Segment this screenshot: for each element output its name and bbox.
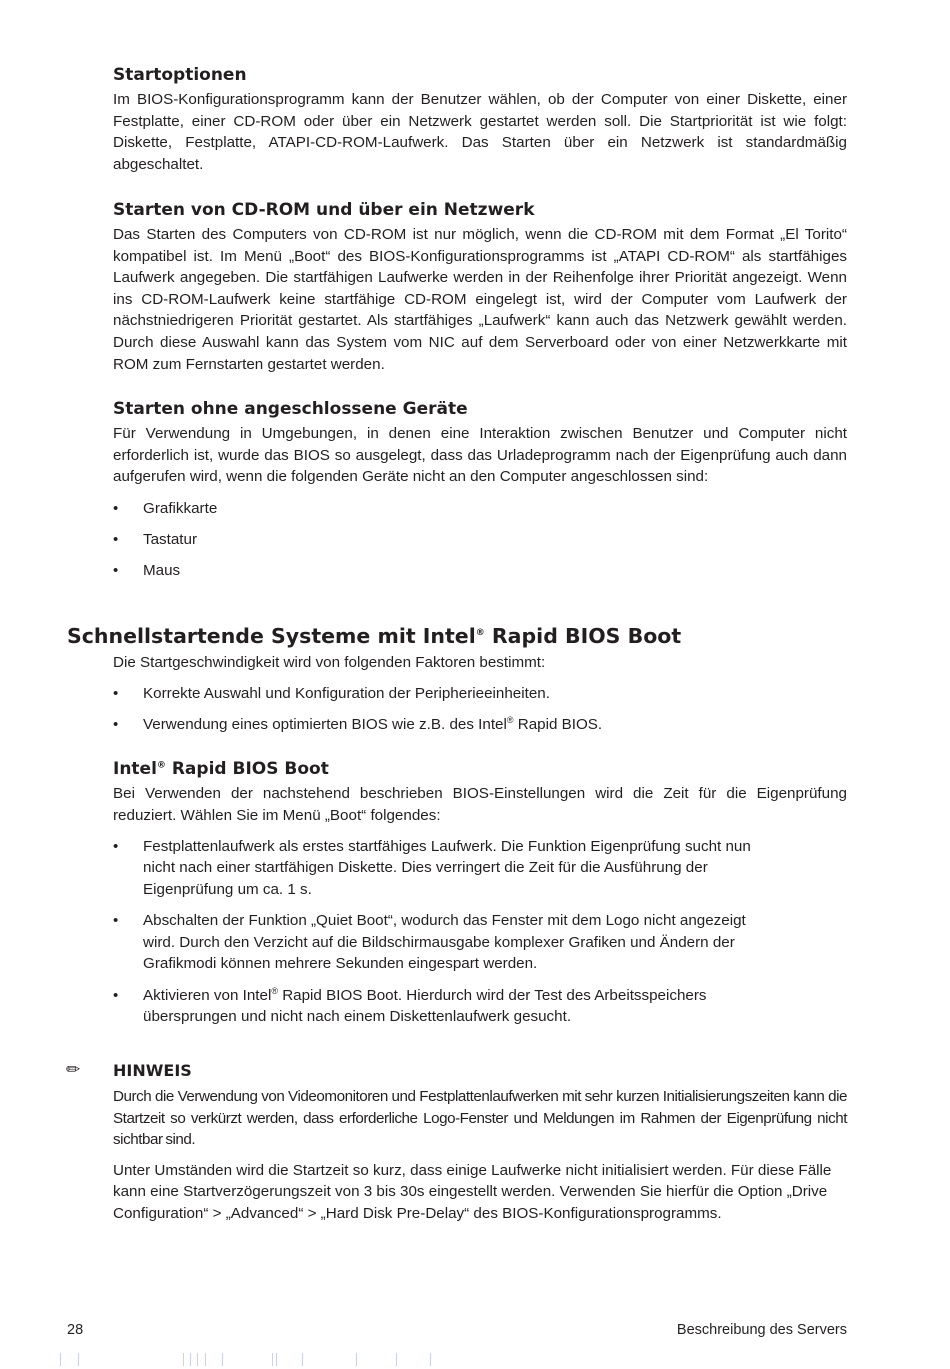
list-item: • Aktivieren von Intel® Rapid BIOS Boot. Hierdurch wird der Test des Arbeitsspeichers übersprungen und nicht nach einem Diskettenlaufwerk gesucht.: [113, 985, 707, 1026]
bullet: •: [113, 685, 119, 703]
print-mark: [356, 1353, 357, 1366]
section-rapid-intro: [113, 652, 847, 736]
list-item: • Korrekte Auswahl und Konfiguration der Peripherieeinheiten.: [113, 683, 783, 705]
list-item: • Grafikkarte: [113, 498, 783, 520]
section-startoptionen: [113, 64, 847, 175]
bullet: •: [113, 530, 119, 548]
print-mark: [78, 1353, 79, 1366]
section-body: Bei Verwenden der nachstehend beschrieben BIOS-Einstellungen wird die Zeit für die Eigenprüfung reduziert. Wählen Sie im Menü „Boot“ folgendes:: [113, 785, 847, 824]
print-mark: [197, 1353, 198, 1366]
bullet: •: [113, 837, 119, 855]
bullet: •: [113, 912, 119, 930]
print-mark: [60, 1353, 61, 1366]
chapter-footer: Beschreibung des Servers: [676, 1322, 847, 1338]
list-item: • Maus: [113, 560, 783, 582]
factor-list: [113, 683, 847, 736]
list-item: • Festplattenlaufwerk als erstes startfähiges Laufwerk. Die Funktion Eigenprüfung sucht nun nicht nach einer startfähigen Diskette. Dies verringert die Zeit für die Ausführung der Eigenprüfung um ca. 1 s.: [113, 837, 751, 898]
list-item: • Tastatur: [113, 529, 783, 551]
print-mark: [430, 1353, 431, 1366]
section-body: Die Startgeschwindigkeit wird von folgenden Faktoren bestimmt:: [113, 654, 546, 671]
section-title: Intel® Rapid BIOS Boot: [113, 759, 329, 779]
list-item: • Verwendung eines optimierten BIOS wie z.B. des Intel® Rapid BIOS.: [113, 714, 783, 736]
section-title: Starten von CD-ROM und über ein Netzwerk: [113, 200, 535, 220]
print-mark: [272, 1353, 273, 1366]
bullet: •: [113, 499, 119, 517]
device-list: [113, 498, 847, 582]
bullet: •: [113, 986, 119, 1004]
section-body: Für Verwendung in Umgebungen, in denen eine Interaktion zwischen Benutzer und Computer nicht erforderlich ist, wurde das BIOS so ausgelegt, dass das Urladeprogramm nach der Eigenprüfung auch dann aufgerufen wird, wenn die folgenden Geräte nicht an den Computer angeschlossen sind:: [113, 425, 847, 486]
note-paragraph: Durch die Verwendung von Videomonitoren und Festplattenlaufwerken mit sehr kurzen Initialisierungszeiten kann die Startzeit so verkürzt werden, dass erforderliche Logo-Fenster und Meldungen im Rahmen der Eigenprüfung nicht sichtbar sind.: [113, 1088, 847, 1149]
section-body: Das Starten des Computers von CD-ROM ist nur möglich, wenn die CD-ROM mit dem Format „El Torito“ kompatibel ist. Im Menü „Boot“ des BIOS-Konfigurationsprogramms ist „ATAPI CD-ROM“ als startfähiges Laufwerk angegeben. Die startfähigen Laufwerke werden in der Reihenfolge ihrer Priorität angezeigt. Wenn ins CD-ROM-Laufwerk keine startfähige CD-ROM eingelegt ist, wird der Computer vom Laufwerk der nächstniedrigeren Priorität gestartet. Als startfähiges „Laufwerk“ kann auch das Netzwerk gewählt werden. Durch diese Auswahl kann das System vom NIC auf dem Serverboard oder von einer Netzwerkkarte mit ROM zum Fernstarten gestartet werden.: [113, 226, 847, 373]
section-body: Im BIOS-Konfigurationsprogramm kann der Benutzer wählen, ob der Computer von einer Diskette, einer Festplatte, einer CD-ROM oder über ein Netzwerk gestartet werden soll. Die Startpriorität ist wie folgt: Diskette, Festplatte, ATAPI-CD-ROM-Laufwerk. Das Starten über ein Netzwerk ist standardmäßig abgeschaltet.: [113, 91, 847, 173]
print-mark: [396, 1353, 397, 1366]
print-mark: [183, 1353, 184, 1366]
print-marks: [60, 1353, 440, 1367]
print-mark: [205, 1353, 206, 1366]
section-title: Starten ohne angeschlossene Geräte: [113, 399, 468, 419]
note-body: [113, 1086, 847, 1225]
bullet: •: [113, 562, 119, 580]
print-mark: [302, 1353, 303, 1366]
note-title: HINWEIS: [113, 1061, 192, 1080]
pencil-icon: ✏: [66, 1060, 81, 1079]
page-number: 28: [67, 1322, 84, 1338]
section-headless: [113, 398, 847, 582]
print-mark: [190, 1353, 191, 1366]
print-mark: [222, 1353, 223, 1366]
list-item: • Abschalten der Funktion „Quiet Boot“, wodurch das Fenster mit dem Logo nicht angezeigt wird. Durch den Verzicht auf die Bildschirmausgabe komplexer Grafiken und Ändern der Grafikmodi können mehrere Sekunden eingespart werden.: [113, 912, 746, 973]
chapter-heading: Schnellstartende Systeme mit Intel® Rapid BIOS Boot: [67, 624, 682, 648]
print-mark: [276, 1353, 277, 1366]
settings-list: [113, 836, 847, 1028]
section-cdrom-network: [113, 199, 847, 375]
section-title: Startoptionen: [113, 65, 247, 85]
section-rapid-bios-boot: [113, 758, 847, 1028]
bullet: •: [113, 716, 119, 734]
note-paragraph: Unter Umständen wird die Startzeit so kurz, dass einige Laufwerke nicht initialisiert werden. Für diese Fälle kann eine Startverzögerungszeit von 3 bis 30s eingestellt werden. Verwenden Sie hierfür die Option „Drive Configuration“ > „Advanced“ > „Hard Disk Pre-Delay“ des BIOS-Konfigurationsprogramms.: [113, 1161, 832, 1222]
